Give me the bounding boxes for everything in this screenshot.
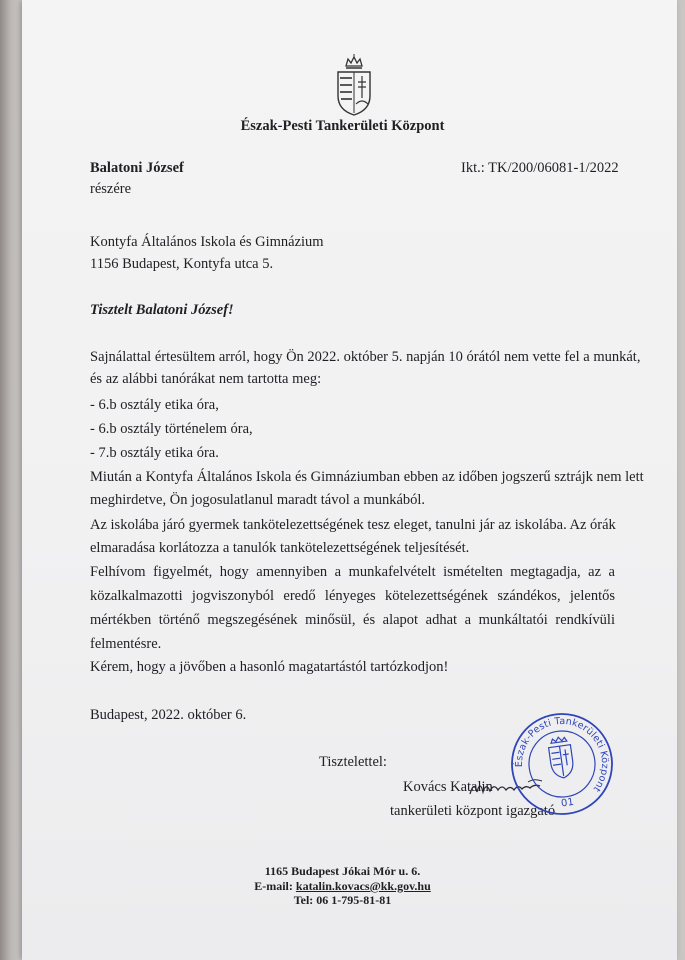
paragraph-line: Felhívom figyelmét, hogy amennyiben a munkafelvételt ismételten megtagadja, az a [90, 564, 615, 580]
paragraph-line: Kérem, hogy a jövőben a hasonló magatartástól tartózkodjon! [90, 659, 449, 675]
signer-title: tankerületi központ igazgató [390, 803, 556, 819]
recipient-name: Balatoni József [90, 160, 184, 176]
paragraph-line: Miután a Kontyfa Általános Iskola és Gimnáziumban ebben az időben jogszerű sztrájk nem lett [90, 469, 644, 485]
footer-email-link[interactable]: katalin.kovacs@kk.gov.hu [295, 879, 431, 893]
paragraph-line: és az alábbi tanórákat nem tartotta meg: [90, 371, 322, 387]
date-line: Budapest, 2022. október 6. [90, 707, 247, 723]
signer-name: Kovács Katalin [403, 779, 493, 795]
footer-email-line [0, 879, 685, 894]
stamp-crest-icon [547, 736, 574, 780]
recipient-address: 1156 Budapest, Kontyfa utca 5. [90, 256, 274, 272]
list-item: - 6.b osztály történelem óra, [90, 421, 253, 437]
footer-email-label: E-mail: [254, 879, 296, 893]
recipient-institution: Kontyfa Általános Iskola és Gimnázium [90, 234, 324, 250]
official-stamp [503, 705, 620, 822]
footer-phone: Tel: 06 1-795-81-81 [293, 893, 392, 907]
reference-number: Ikt.: TK/200/06081-1/2022 [461, 160, 619, 176]
coat-of-arms-icon [334, 54, 374, 116]
list-item: - 6.b osztály etika óra, [90, 397, 219, 413]
stamp-number: 01 [560, 796, 575, 810]
recipient-suffix: részére [90, 181, 132, 197]
paragraph-line: felmentésre. [90, 636, 162, 652]
closing-greeting: Tisztelettel: [319, 754, 387, 770]
paragraph-line: elmaradása korlátozza a tanulók tankötelezettségének teljesítését. [90, 540, 470, 556]
list-item: - 7.b osztály etika óra. [90, 445, 219, 461]
footer-address: 1165 Budapest Jókai Mór u. 6. [264, 864, 421, 878]
paragraph-line: közalkalmazotti jogviszonyból eredő lényeges kötelezettségének szándékos, jelentős [90, 588, 615, 604]
paragraph-line: meghirdetve, Ön jogosulatlanul maradt távol a munkából. [90, 492, 426, 508]
paragraph-line: Az iskolába járó gyermek tankötelezettségének tesz eleget, tanulni jár az iskolába. Az órák [90, 517, 616, 533]
salutation: Tisztelt Balatoni József! [90, 302, 234, 318]
svg-text:Észak-Pesti Tankerületi Közpon: Észak-Pesti Tankerületi Központ [513, 715, 611, 794]
organization-name: Észak-Pesti Tankerületi Központ [240, 118, 445, 134]
paragraph-line: mértékben történő megszegésének minősül, és alapot adhat a munkáltatói rendkívüli [90, 612, 615, 628]
paragraph-line: Sajnálattal értesültem arról, hogy Ön 2022. október 5. napján 10 órától nem vette fel a munkát, [90, 349, 641, 365]
